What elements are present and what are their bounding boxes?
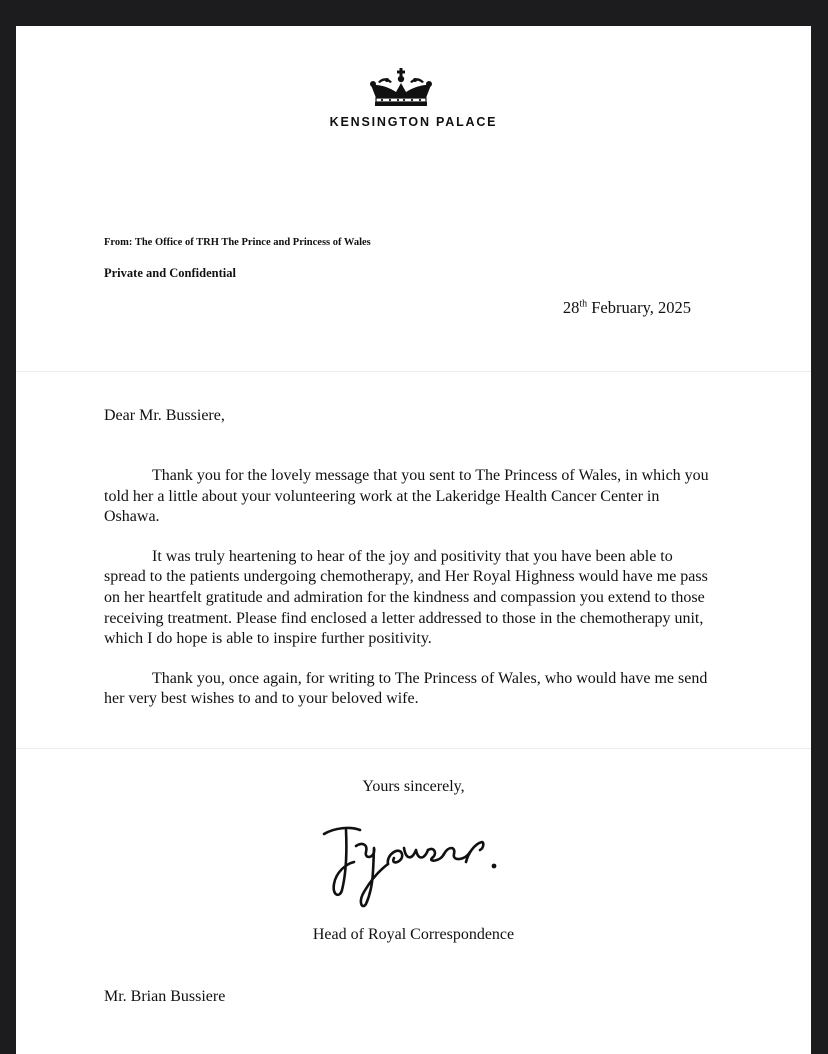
salutation: Dear Mr. Bussiere, [104,407,225,424]
body-paragraph: Thank you, once again, for writing to The Princess of Wales, who would have me send her very best wishes to and to your beloved wife. [104,669,708,708]
letter-page [16,26,811,1054]
body-paragraph: It was truly heartening to hear of the joy and positivity that you have been able to spread to the patients undergoing chemotherapy, and Her Royal Highness would have me pass on her heartfelt gratitude and admiration for the kindness and compassion you extend to those receiving treatment. Please find enclosed a letter addressed to those in the chemotherapy unit, which I do hope is able to inspire further positivity. [104,547,708,648]
royal-crown-icon [368,68,434,108]
organization-name: KENSINGTON PALACE [329,115,498,129]
recipient-name: Mr. Brian Bussiere [104,988,226,1005]
signatory-title: Head of Royal Correspondence [312,926,515,943]
signoff: Yours sincerely, [362,778,465,795]
date-day: 28 [562,298,580,317]
date-suffix: th [579,298,588,310]
scan-line [16,371,811,372]
handwritten-signature-icon [316,818,506,908]
date-rest: February, 2025 [587,298,691,317]
confidentiality-label: Private and Confidential [104,266,236,280]
scan-line [16,748,811,749]
letter-body [104,466,714,729]
body-paragraph: Thank you for the lovely message that you sent to The Princess of Wales, in which you told her a little about your volunteering work at the Lakeridge Health Cancer Center in Oshawa. [104,467,709,526]
letter-date [563,298,691,318]
from-line: From: The Office of TRH The Prince and Princess of Wales [104,237,371,248]
